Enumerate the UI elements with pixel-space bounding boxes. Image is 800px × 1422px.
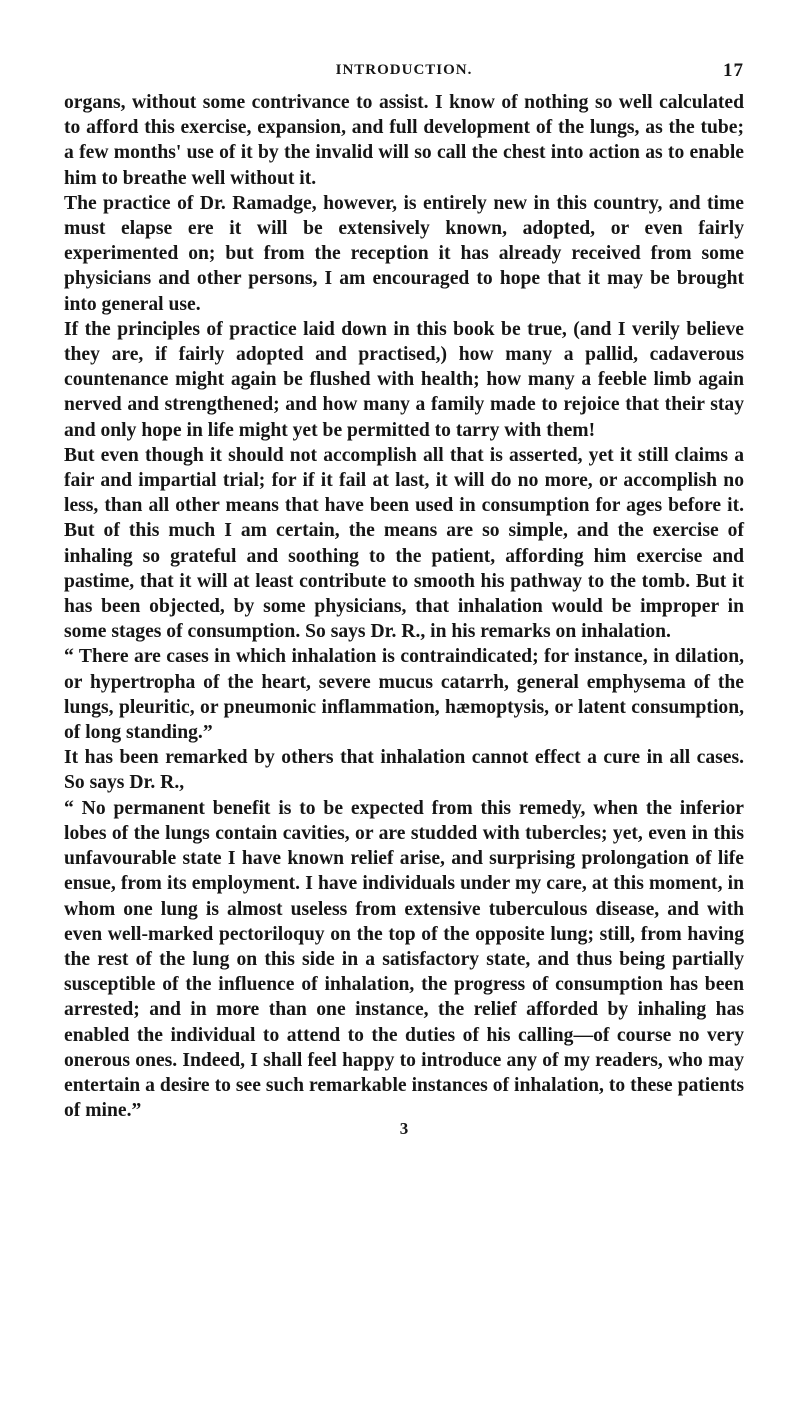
paragraph-2: The practice of Dr. Ramadge, however, is entirely new in this country, and time must elapse ere it will be extensively known, adopted, or even fairly experimented on; but from the reception it has already received from some physicians and other persons, I am encouraged to hope that it may be brought into general use. (64, 192, 744, 315)
page-number: 17 (723, 60, 744, 81)
page-header (64, 60, 744, 90)
signature-mark: 3 (399, 1119, 409, 1139)
book-page (64, 60, 744, 1139)
paragraph-3: If the principles of practice laid down in this book be true, (and I verily believe they are, if fairly adopted and practised,) how many a pallid, cadaverous countenance might again be flushed with health; how many a feeble limb again nerved and strengthened; and how many a family made to rejoice that their stay and only hope in life might yet be permitted to tarry with them! (64, 318, 744, 441)
paragraph-4: But even though it should not accomplish all that is asserted, yet it still claims a fair and impartial trial; for if it fail at last, it will do no more, or accomplish no less, than all other means that have been used in consumption for ages before it. But of this much I am certain, the means are so simple, and the exercise of inhaling so grateful and soothing to the patient, affording him exercise and pastime, that it will at least contribute to smooth his pathway to the tomb. But it has been objected, by some physicians, that inhalation would be improper in some stages of consumption. So says Dr. R., in his remarks on inhalation. (64, 444, 744, 643)
paragraph-5: It has been remarked by others that inhalation cannot effect a cure in all cases. So says Dr. R., (64, 747, 744, 794)
quotation-permanent-benefit: “ No permanent benefit is to be expected from this remedy, when the inferior lobes of the lungs contain cavities, or are studded with tubercles; yet, even in this unfavourable state I have known relief arise, and surprising prolongation of life ensue, from its employment. I have individuals under my care, at this moment, in whom one lung is almost useless from extensive tuberculous disease, and with even well-marked pectoriloquy on the top of the opposite lung; still, from having the rest of the lung on this side in a satisfactory state, and thus being partially susceptible of the influence of inhalation, the progress of consumption has been arrested; and in more than one instance, the relief afforded by inhaling has enabled the individual to attend to the duties of his calling—of course no very onerous ones. Indeed, I shall feel happy to introduce any of my readers, who may entertain a desire to see such remarkable instances of inhalation, to these patients of mine.” (64, 797, 744, 1122)
paragraph-1: organs, without some contrivance to assist. I know of nothing so well calculated to afford this exercise, expansion, and full development of the lungs, as the tube; a few months' use of it by the invalid will so call the chest into action as to enable him to breathe well without it. (64, 92, 744, 189)
body-text (64, 90, 744, 1123)
running-title: INTRODUCTION. (335, 62, 473, 78)
quotation-contraindications: “ There are cases in which inhalation is contraindicated; for instance, in dilation, or hypertropha of the heart, severe mucus catarrh, general emphysema of the lungs, pleuritic, or pneumonic inflammation, hæmoptysis, or latent consumption, of long standing.” (64, 646, 744, 744)
